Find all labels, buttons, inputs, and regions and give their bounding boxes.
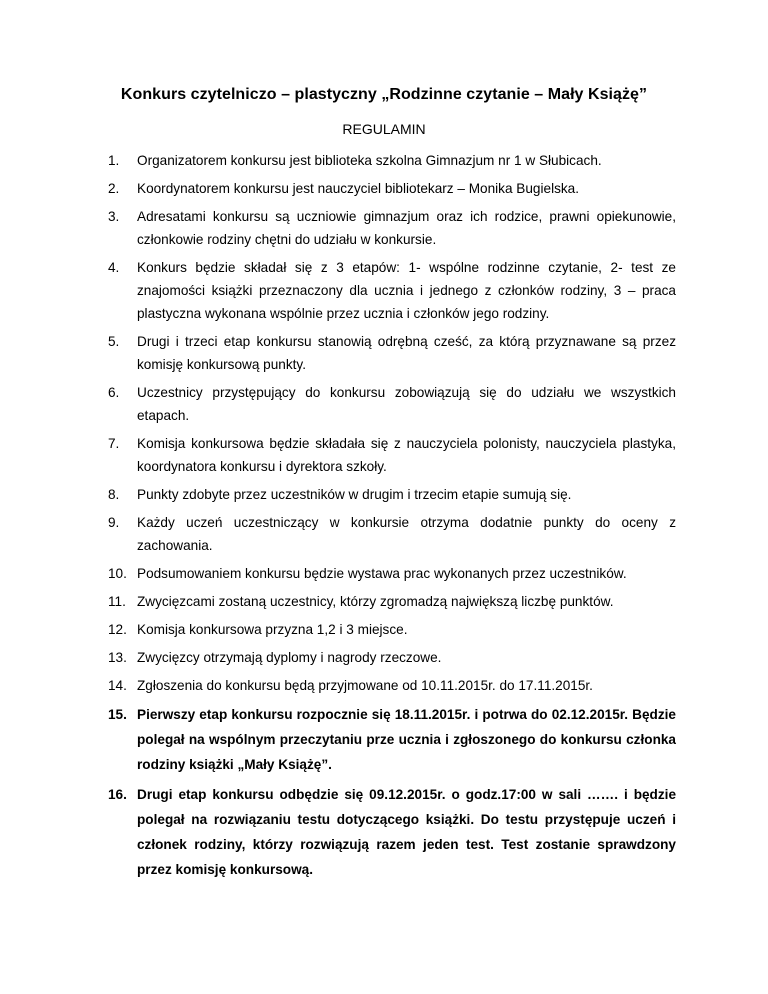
- list-item: [108, 330, 676, 376]
- item-text: Organizatorem konkursu jest biblioteka szkolna Gimnazjum nr 1 w Słubicach.: [137, 153, 602, 168]
- list-item: [108, 782, 676, 882]
- item-text: Zwycięzcami zostaną uczestnicy, którzy zgromadzą największą liczbę punktów.: [137, 594, 614, 609]
- item-number: 8.: [108, 487, 120, 502]
- list-item: [108, 432, 676, 478]
- item-text: Drugi i trzeci etap konkursu stanowią odrębną cześć, za którą przyznawane są przez komisję konkursową punkty.: [137, 334, 676, 372]
- item-number: 7.: [108, 436, 120, 451]
- list-item: [108, 618, 676, 641]
- list-item: [108, 483, 676, 506]
- document-subtitle: REGULAMIN: [342, 121, 426, 137]
- item-number: 10.: [108, 566, 127, 581]
- item-number: 3.: [108, 209, 120, 224]
- item-number: 14.: [108, 678, 127, 693]
- item-text: Zwycięzcy otrzymają dyplomy i nagrody rzeczowe.: [137, 650, 442, 665]
- item-number: 11.: [108, 594, 126, 609]
- item-number: 13.: [108, 650, 127, 665]
- list-item: [108, 177, 676, 200]
- item-number: 16.: [108, 787, 127, 802]
- item-text: Komisja konkursowa przyzna 1,2 i 3 miejsce.: [137, 622, 408, 637]
- list-item: [108, 702, 676, 777]
- item-text: Podsumowaniem konkursu będzie wystawa prac wykonanych przez uczestników.: [137, 566, 627, 581]
- item-text: Punkty zdobyte przez uczestników w drugim i trzecim etapie sumują się.: [137, 487, 572, 502]
- item-text: Komisja konkursowa będzie składała się z nauczyciela polonisty, nauczyciela plastyka, koordynatora konkursu i dyrektora szkoły.: [137, 436, 676, 474]
- item-text: Pierwszy etap konkursu rozpocznie się 18.11.2015r. i potrwa do 02.12.2015r. Będzie polegał na wspólnym przeczytaniu prze ucznia i zgłoszonego do konkursu członka rodziny książki „Mały Książę”.: [137, 707, 676, 772]
- item-number: 2.: [108, 181, 120, 196]
- item-number: 9.: [108, 515, 120, 530]
- item-text: Konkurs będzie składał się z 3 etapów: 1- wspólne rodzinne czytanie, 2- test ze znajomości książki przeznaczony dla ucznia i jednego z członków rodziny, 3 – praca plastyczna wykonana wspólnie przez ucznia i członków jego rodziny.: [137, 260, 676, 321]
- item-text: Zgłoszenia do konkursu będą przyjmowane od 10.11.2015r. do 17.11.2015r.: [137, 678, 593, 693]
- document-title: Konkurs czytelniczo – plastyczny „Rodzinne czytanie – Mały Książę”: [120, 86, 648, 103]
- list-item: [108, 590, 676, 613]
- item-number: 1.: [108, 153, 120, 168]
- item-text: Adresatami konkursu są uczniowie gimnazjum oraz ich rodzice, prawni opiekunowie, członkowie rodziny chętni do udziału w konkursie.: [137, 209, 676, 247]
- list-item: [108, 646, 676, 669]
- item-number: 5.: [108, 334, 120, 349]
- list-item: [108, 562, 676, 585]
- item-number: 4.: [108, 260, 120, 275]
- item-number: 15.: [108, 707, 127, 722]
- list-item: [108, 205, 676, 251]
- list-item: [108, 511, 676, 557]
- item-number: 6.: [108, 385, 120, 400]
- list-item: [108, 149, 676, 172]
- item-text: Każdy uczeń uczestniczący w konkursie otrzyma dodatnie punkty do oceny z zachowania.: [137, 515, 676, 553]
- item-number: 12.: [108, 622, 127, 637]
- item-text: Drugi etap konkursu odbędzie się 09.12.2015r. o godz.17:00 w sali ……. i będzie polegał na rozwiązaniu testu dotyczącego książki. Do testu przystępuje uczeń i członek rodziny, którzy rozwiązują razem jeden test. Test zostanie sprawdzony przez komisję konkursową.: [137, 787, 676, 877]
- list-item: [108, 674, 676, 697]
- list-item: [108, 256, 676, 325]
- rules-list: [108, 149, 676, 887]
- item-text: Koordynatorem konkursu jest nauczyciel bibliotekarz – Monika Bugielska.: [137, 181, 580, 196]
- item-text: Uczestnicy przystępujący do konkursu zobowiązują się do udziału we wszystkich etapach.: [137, 385, 676, 423]
- list-item: [108, 381, 676, 427]
